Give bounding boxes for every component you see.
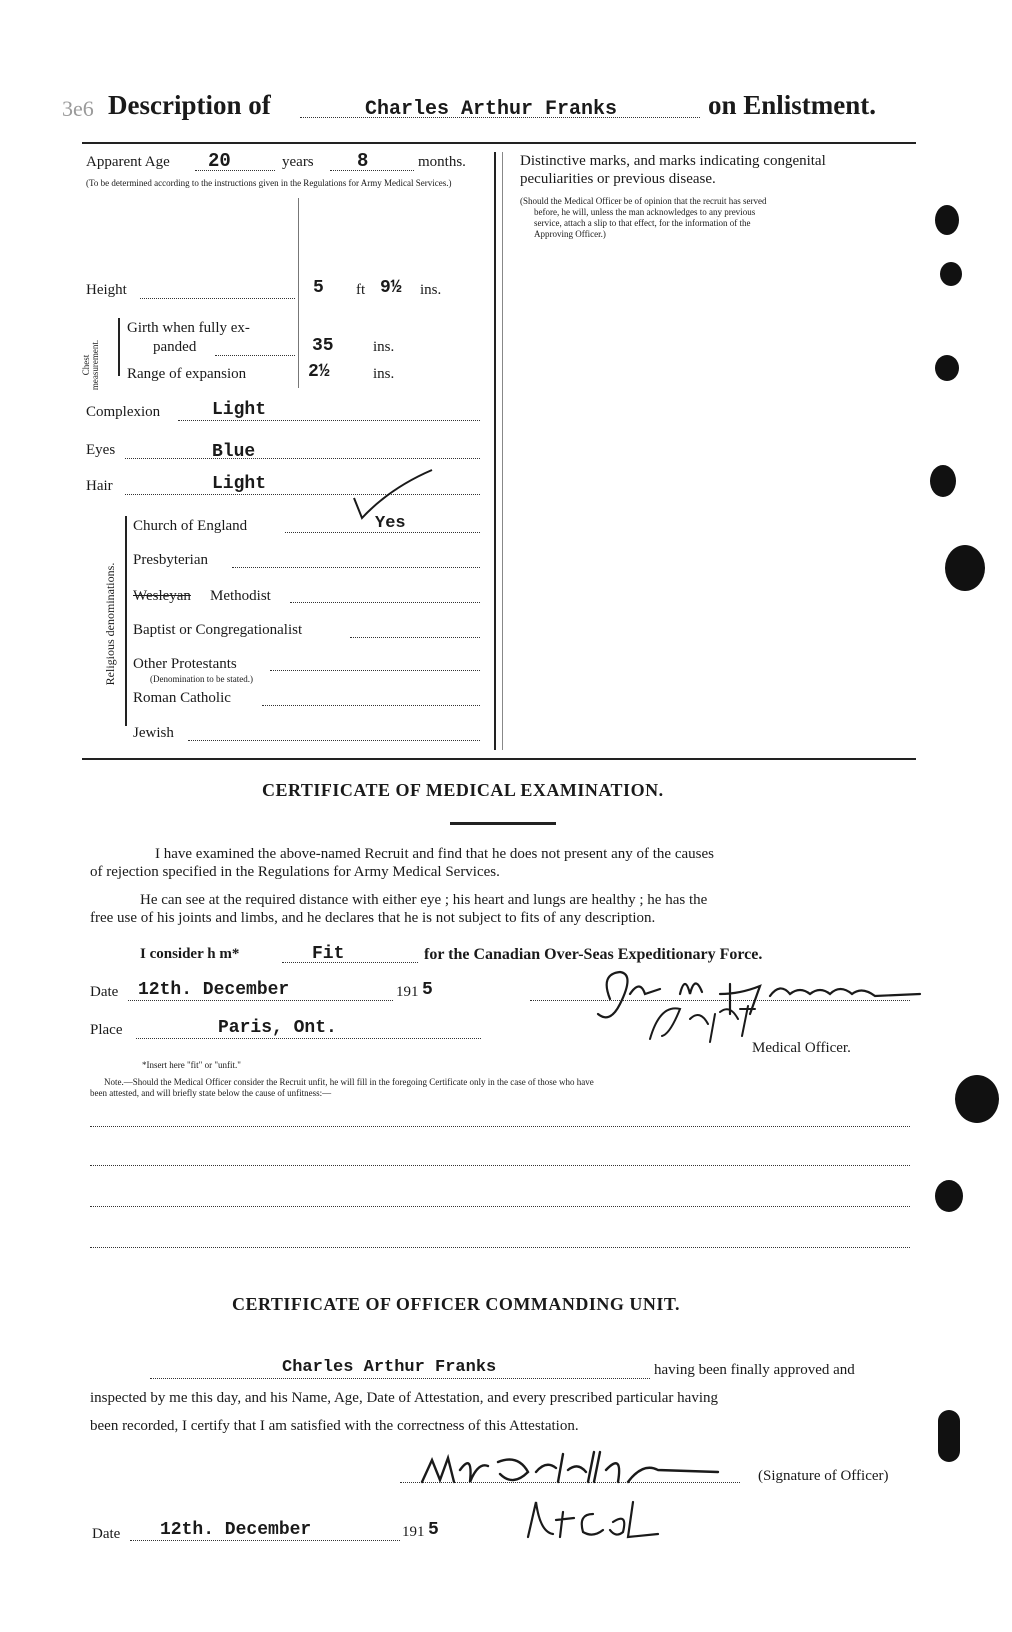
chest-side-label: Chest measurement. (81, 339, 100, 391)
medical-para2-line2: free use of his joints and limbs, and he declares that he is not subject to fits of any description. (90, 910, 656, 926)
medical-para1-line1: I have examined the above-named Recruit and find that he does not present any of the causes (155, 846, 714, 862)
eyes-value: Blue (212, 442, 256, 462)
commanding-date-label: Date (92, 1526, 121, 1542)
punch-hole (940, 262, 962, 286)
unfit-note-line2: been attested, and will briefly state below the cause of unfitness:— (90, 1088, 332, 1098)
dotted-line (188, 740, 480, 741)
commanding-title: CERTIFICATE OF OFFICER COMMANDING UNIT. (232, 1294, 681, 1314)
recruit-name: Charles Arthur Franks (365, 98, 618, 121)
commanding-line1: having been finally approved and (654, 1362, 855, 1378)
section-rule (82, 758, 916, 760)
girth-label-1: Girth when fully ex- (127, 320, 250, 336)
height-ft-value: 5 (313, 278, 324, 298)
other-protestants-label: Other Protestants (133, 656, 237, 672)
dotted-line (195, 170, 275, 171)
girth-label-2: panded (153, 339, 197, 355)
religion-side-label: Religious denominations. (103, 562, 117, 686)
chest-bracket (118, 318, 120, 376)
dotted-line (290, 602, 480, 603)
church-of-england-label: Church of England (133, 518, 248, 534)
age-label: Apparent Age (86, 154, 170, 170)
dotted-line (285, 532, 480, 533)
punch-hole (945, 545, 985, 591)
roman-catholic-label: Roman Catholic (133, 690, 231, 706)
baptist-label: Baptist or Congregationalist (133, 622, 303, 638)
marks-note-3: service, attach a slip to that effect, for the information of the (534, 218, 751, 228)
title-ornament (450, 822, 556, 825)
girth-value: 35 (312, 336, 334, 356)
punch-hole (955, 1075, 999, 1123)
medical-officer-signature (590, 964, 930, 1044)
header-suffix: on Enlistment. (708, 90, 877, 120)
medical-date-value: 12th. December (138, 980, 290, 1000)
dotted-line (178, 420, 480, 421)
wesleyan-struck-label: Wesleyan (133, 588, 191, 604)
height-in-value: 9½ (380, 278, 402, 298)
unfitness-line (90, 1206, 910, 1207)
dotted-line (270, 670, 480, 671)
header-prefix: Description of (108, 90, 271, 120)
medical-para2-line1: He can see at the required distance with either eye ; his heart and lungs are healthy ; he has the (140, 892, 708, 908)
commanding-date-value: 12th. December (160, 1520, 312, 1540)
age-years-value: 20 (208, 150, 231, 172)
medical-title: CERTIFICATE OF MEDICAL EXAMINATION. (262, 780, 664, 800)
dotted-line (136, 1038, 481, 1039)
dotted-line (232, 567, 480, 568)
medical-year-digit: 5 (422, 980, 433, 1000)
punch-hole (935, 1180, 963, 1212)
age-months-value: 8 (357, 150, 369, 172)
medical-year-prefix: 191 (396, 984, 419, 1000)
medical-para1-line2: of rejection specified in the Regulations for Army Medical Services. (90, 864, 500, 880)
dotted-line (262, 705, 480, 706)
methodist-label: Methodist (210, 588, 271, 604)
eyes-label: Eyes (86, 442, 116, 458)
dotted-line (130, 1540, 400, 1541)
denomination-note: (Denomination to be stated.) (150, 674, 253, 684)
complexion-value: Light (212, 400, 267, 420)
fit-value: Fit (312, 944, 345, 964)
punch-hole (938, 1410, 960, 1462)
dotted-line (282, 962, 418, 963)
column-divider (502, 152, 503, 750)
unfitness-line (90, 1165, 910, 1166)
dotted-line (300, 117, 700, 118)
marks-title-1: Distinctive marks, and marks indicating congenital (520, 153, 826, 169)
jewish-label: Jewish (133, 725, 174, 741)
ins-label: ins. (420, 282, 442, 298)
unfit-note-line1: Note.—Should the Medical Officer consider the Recruit unfit, he will fill in the foregoing Certificate only in the case of those who have (104, 1077, 594, 1087)
marks-note-1: (Should the Medical Officer be of opinion that the recruit has served (520, 196, 767, 206)
commanding-name-value: Charles Arthur Franks (282, 1358, 497, 1377)
church-of-england-value: Yes (375, 514, 406, 533)
place-value: Paris, Ont. (218, 1018, 337, 1038)
presbyterian-label: Presbyterian (133, 552, 208, 568)
commanding-year-digit: 5 (428, 1520, 439, 1540)
medical-officer-label: Medical Officer. (752, 1040, 851, 1056)
commanding-line3: been recorded, I certify that I am satisfied with the correctness of this Attestation. (90, 1418, 579, 1434)
range-value: 2½ (308, 362, 330, 382)
height-label: Height (86, 282, 127, 298)
dotted-line (350, 637, 480, 638)
hair-value: Light (212, 474, 267, 494)
religion-bracket (125, 516, 127, 726)
girth-ins-label: ins. (373, 339, 395, 355)
force-text: for the Canadian Over-Seas Expeditionary Force. (424, 946, 763, 963)
punch-hole (935, 355, 959, 381)
consider-label: I consider h m* (140, 946, 240, 962)
range-ins-label: ins. (373, 366, 395, 382)
medical-date-label: Date (90, 984, 119, 1000)
marks-title-2: peculiarities or previous disease. (520, 171, 716, 187)
inner-divider (298, 198, 299, 388)
complexion-label: Complexion (86, 404, 161, 420)
commanding-line2: inspected by me this day, and his Name, Age, Date of Attestation, and every prescribed particular having (90, 1390, 719, 1406)
header-rule (82, 142, 916, 144)
dotted-line (140, 298, 295, 299)
commanding-officer-signature (418, 1442, 758, 1552)
months-label: months. (418, 154, 466, 170)
place-label: Place (90, 1022, 123, 1038)
dotted-line (215, 355, 295, 356)
punch-hole (935, 205, 959, 235)
commanding-year-prefix: 191 (402, 1524, 425, 1540)
marks-note-4: Approving Officer.) (534, 229, 606, 239)
unfitness-line (90, 1126, 910, 1127)
dotted-line (128, 1000, 393, 1001)
punch-hole (930, 465, 956, 497)
range-label: Range of expansion (127, 366, 247, 382)
dotted-line (125, 458, 480, 459)
dotted-line (400, 1482, 740, 1483)
years-label: years (282, 154, 314, 170)
column-divider (494, 152, 496, 750)
form-number: 3e6 (62, 96, 94, 121)
age-note: (To be determined according to the instructions given in the Regulations for Army Medical Services.) (86, 178, 452, 188)
signature-of-officer-label: (Signature of Officer) (758, 1468, 889, 1484)
dotted-line (330, 170, 414, 171)
insert-note: *Insert here "fit" or "unfit." (142, 1060, 241, 1070)
hair-label: Hair (86, 478, 113, 494)
marks-note-2: before, he will, unless the man acknowledges to any previous (534, 207, 756, 217)
ft-label: ft (356, 282, 366, 298)
dotted-line (150, 1378, 650, 1379)
unfitness-line (90, 1247, 910, 1248)
